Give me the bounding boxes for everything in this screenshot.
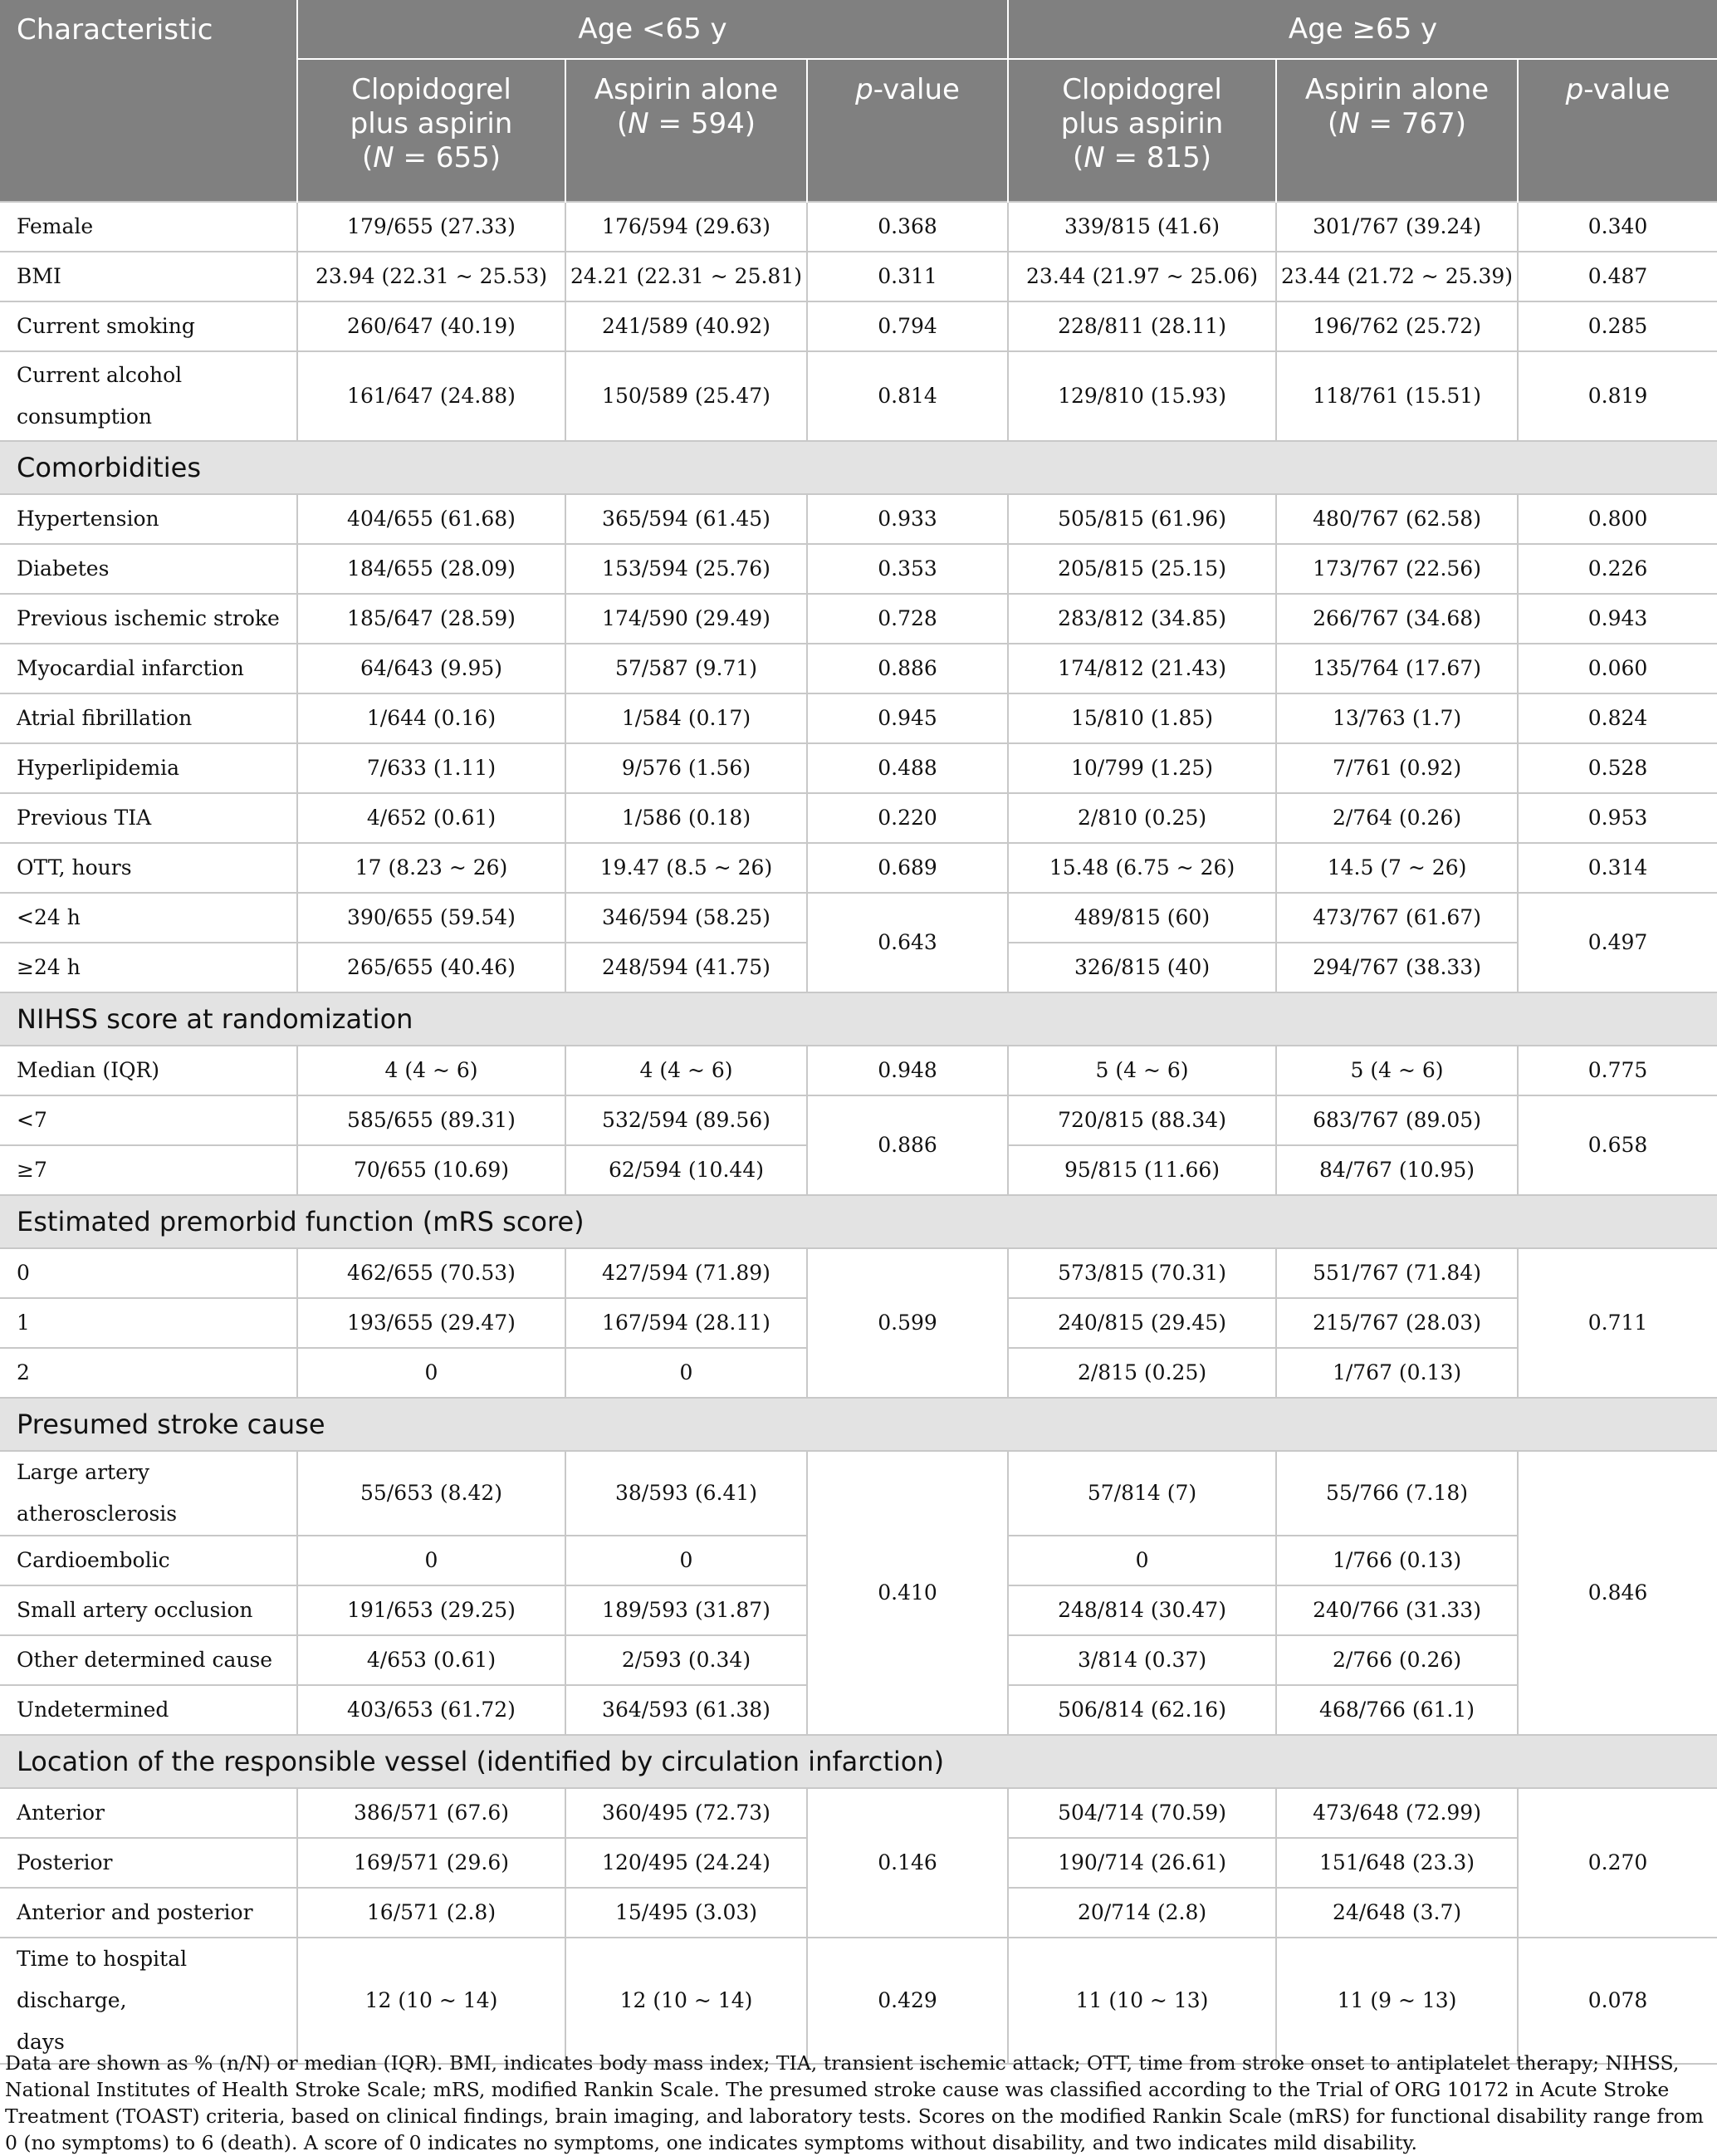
table-body: [0, 202, 1717, 2064]
row-label: Previous ischemic stroke: [0, 594, 297, 644]
table-cell: 0.340: [1518, 202, 1717, 252]
group-header-under-65: Age <65 y: [297, 0, 1008, 59]
table-cell: 0.487: [1518, 252, 1717, 301]
table-row-nihss-median: [0, 1046, 1717, 1095]
table-cell: 0.368: [807, 202, 1008, 252]
table-cell: 0.819: [1518, 351, 1717, 441]
row-label: Atrial fibrillation: [0, 693, 297, 743]
table-cell-pvalue: 0.846: [1518, 1451, 1717, 1735]
table-cell: 20/714 (2.8): [1008, 1888, 1276, 1938]
table-row-current-alcohol: [0, 351, 1717, 441]
row-label: <24 h: [0, 893, 297, 943]
table-cell: 64/643 (9.95): [297, 644, 565, 693]
table-cell: 161/647 (24.88): [297, 351, 565, 441]
table-cell: 191/653 (29.25): [297, 1585, 565, 1635]
table-cell: 585/655 (89.31): [297, 1095, 565, 1145]
table-cell: 504/714 (70.59): [1008, 1788, 1276, 1838]
table-cell: 326/815 (40): [1008, 943, 1276, 992]
table-cell: 4 (4 ~ 6): [565, 1046, 807, 1095]
table-cell: 0: [565, 1536, 807, 1585]
table-cell: 2/815 (0.25): [1008, 1348, 1276, 1398]
row-label: 2: [0, 1348, 297, 1398]
table-cell: 427/594 (71.89): [565, 1248, 807, 1298]
table-cell: 468/766 (61.1): [1276, 1685, 1518, 1735]
table-row-current-smoking: [0, 301, 1717, 351]
table-cell: 11 (10 ~ 13): [1008, 1938, 1276, 2064]
table-cell-pvalue: 0.886: [807, 1095, 1008, 1195]
table-row-female: [0, 202, 1717, 252]
table-row-hypertension: [0, 494, 1717, 544]
table-cell: 365/594 (61.45): [565, 494, 807, 544]
table-row-previous-tia: [0, 793, 1717, 843]
table-row-time-to-discharge: [0, 1938, 1717, 2064]
table-cell: 184/655 (28.09): [297, 544, 565, 594]
table-cell: 346/594 (58.25): [565, 893, 807, 943]
table-cell: 683/767 (89.05): [1276, 1095, 1518, 1145]
row-label: 0: [0, 1248, 297, 1298]
table-cell: 573/815 (70.31): [1008, 1248, 1276, 1298]
section-title: Estimated premorbid function (mRS score): [0, 1195, 1717, 1248]
table-cell: 0: [297, 1536, 565, 1585]
table-cell: 0.948: [807, 1046, 1008, 1095]
characteristic-header: Characteristic: [0, 0, 297, 202]
table-cell: 0.311: [807, 252, 1008, 301]
row-label: Current smoking: [0, 301, 297, 351]
table-cell: 1/586 (0.18): [565, 793, 807, 843]
table-cell: 505/815 (61.96): [1008, 494, 1276, 544]
row-label: ≥7: [0, 1145, 297, 1195]
table-cell-pvalue: 0.497: [1518, 893, 1717, 992]
row-label: Anterior and posterior: [0, 1888, 297, 1938]
table-row-previous-ischemic-stroke: [0, 594, 1717, 644]
table-cell: 10/799 (1.25): [1008, 743, 1276, 793]
table-cell-pvalue: 0.410: [807, 1451, 1008, 1735]
table-cell: 0.814: [807, 351, 1008, 441]
table-cell: 0.794: [807, 301, 1008, 351]
table-cell: 15/495 (3.03): [565, 1888, 807, 1938]
table-cell: 95/815 (11.66): [1008, 1145, 1276, 1195]
table-cell: 0: [1008, 1536, 1276, 1585]
group-header-65-plus: Age ≥65 y: [1008, 0, 1717, 59]
table-row-nihss-under-7: [0, 1095, 1717, 1145]
table-cell: 129/810 (15.93): [1008, 351, 1276, 441]
table-cell: 23.94 (22.31 ~ 25.53): [297, 252, 565, 301]
section-row-stroke-cause: [0, 1398, 1717, 1451]
table-cell: 196/762 (25.72): [1276, 301, 1518, 351]
table-cell: 24/648 (3.7): [1276, 1888, 1518, 1938]
section-title: NIHSS score at randomization: [0, 992, 1717, 1046]
table-cell: 0.824: [1518, 693, 1717, 743]
table-cell: 360/495 (72.73): [565, 1788, 807, 1838]
row-label: Large artery atherosclerosis: [0, 1451, 297, 1536]
table-cell: 15.48 (6.75 ~ 26): [1008, 843, 1276, 893]
table-cell: 473/648 (72.99): [1276, 1788, 1518, 1838]
table-row-mrs-0: [0, 1248, 1717, 1298]
table-cell: 0.945: [807, 693, 1008, 743]
table-cell: 16/571 (2.8): [297, 1888, 565, 1938]
table-cell: 390/655 (59.54): [297, 893, 565, 943]
table-cell: 283/812 (34.85): [1008, 594, 1276, 644]
table-cell-pvalue: 0.146: [807, 1788, 1008, 1938]
table-cell: 0.060: [1518, 644, 1717, 693]
table-cell: 1/584 (0.17): [565, 693, 807, 743]
table-row-bmi: [0, 252, 1717, 301]
col-header-aspirin-under-65: Aspirin alone (N = 594): [565, 59, 807, 202]
section-row-premorbid-mrs: [0, 1195, 1717, 1248]
row-label: <7: [0, 1095, 297, 1145]
table-cell: 0.728: [807, 594, 1008, 644]
table-cell: 3/814 (0.37): [1008, 1635, 1276, 1685]
table-cell: 7/633 (1.11): [297, 743, 565, 793]
row-label: ≥24 h: [0, 943, 297, 992]
table-cell: 185/647 (28.59): [297, 594, 565, 644]
section-row-comorbidities: [0, 441, 1717, 494]
table-cell: 1/766 (0.13): [1276, 1536, 1518, 1585]
table-cell: 167/594 (28.11): [565, 1298, 807, 1348]
table-cell: 266/767 (34.68): [1276, 594, 1518, 644]
table-cell: 506/814 (62.16): [1008, 1685, 1276, 1735]
table-row-diabetes: [0, 544, 1717, 594]
table-row-ott-hours: [0, 843, 1717, 893]
table-cell: 176/594 (29.63): [565, 202, 807, 252]
table-cell: 17 (8.23 ~ 26): [297, 843, 565, 893]
table-cell: 55/653 (8.42): [297, 1451, 565, 1536]
table-cell: 403/653 (61.72): [297, 1685, 565, 1735]
table-cell: 118/761 (15.51): [1276, 351, 1518, 441]
table-cell: 0.220: [807, 793, 1008, 843]
col-header-clopidogrel-under-65: Clopidogrel plus aspirin (N = 655): [297, 59, 565, 202]
row-label: Hypertension: [0, 494, 297, 544]
table-row-large-artery: [0, 1451, 1717, 1536]
row-label: Hyperlipidemia: [0, 743, 297, 793]
table-cell: 174/590 (29.49): [565, 594, 807, 644]
section-title: Presumed stroke cause: [0, 1398, 1717, 1451]
table-cell: 265/655 (40.46): [297, 943, 565, 992]
table-cell: 339/815 (41.6): [1008, 202, 1276, 252]
table-cell: 489/815 (60): [1008, 893, 1276, 943]
table-cell: 11 (9 ~ 13): [1276, 1938, 1518, 2064]
table-cell: 0.800: [1518, 494, 1717, 544]
table-cell: 12 (10 ~ 14): [297, 1938, 565, 2064]
table-cell: 0.353: [807, 544, 1008, 594]
table-cell: 241/589 (40.92): [565, 301, 807, 351]
row-label: Posterior: [0, 1838, 297, 1888]
section-row-responsible-vessel: [0, 1735, 1717, 1788]
table-cell: 57/814 (7): [1008, 1451, 1276, 1536]
table-cell: 248/814 (30.47): [1008, 1585, 1276, 1635]
table-cell: 169/571 (29.6): [297, 1838, 565, 1888]
table-cell: 0.078: [1518, 1938, 1717, 2064]
table-cell: 720/815 (88.34): [1008, 1095, 1276, 1145]
row-label: Median (IQR): [0, 1046, 297, 1095]
table-cell: 364/593 (61.38): [565, 1685, 807, 1735]
table-cell: 2/593 (0.34): [565, 1635, 807, 1685]
row-label: Undetermined: [0, 1685, 297, 1735]
table-header: [0, 0, 1717, 202]
table-row-anterior: [0, 1788, 1717, 1838]
row-label: Time to hospital discharge, days: [0, 1938, 297, 2064]
table-cell: 0.226: [1518, 544, 1717, 594]
table-cell: 473/767 (61.67): [1276, 893, 1518, 943]
table-cell: 240/815 (29.45): [1008, 1298, 1276, 1348]
table-cell: 2/764 (0.26): [1276, 793, 1518, 843]
table-cell: 0.528: [1518, 743, 1717, 793]
row-label: Diabetes: [0, 544, 297, 594]
table-cell: 0.953: [1518, 793, 1717, 843]
row-label: Current alcohol consumption: [0, 351, 297, 441]
table-cell: 0: [297, 1348, 565, 1398]
table-cell: 19.47 (8.5 ~ 26): [565, 843, 807, 893]
table-cell: 14.5 (7 ~ 26): [1276, 843, 1518, 893]
table-cell: 15/810 (1.85): [1008, 693, 1276, 743]
table-cell: 0.285: [1518, 301, 1717, 351]
table-row-atrial-fibrillation: [0, 693, 1717, 743]
table-cell: 9/576 (1.56): [565, 743, 807, 793]
table-cell: 120/495 (24.24): [565, 1838, 807, 1888]
table-cell: 24.21 (22.31 ~ 25.81): [565, 252, 807, 301]
table-cell: 189/593 (31.87): [565, 1585, 807, 1635]
table-cell: 240/766 (31.33): [1276, 1585, 1518, 1635]
row-label: Small artery occlusion: [0, 1585, 297, 1635]
section-title: Location of the responsible vessel (identified by circulation infarction): [0, 1735, 1717, 1788]
table-cell: 215/767 (28.03): [1276, 1298, 1518, 1348]
table-row-ott-under-24h: [0, 893, 1717, 943]
row-label: Other determined cause: [0, 1635, 297, 1685]
table-cell: 1/767 (0.13): [1276, 1348, 1518, 1398]
row-label: Previous TIA: [0, 793, 297, 843]
table-cell: 0.429: [807, 1938, 1008, 2064]
table-cell: 179/655 (27.33): [297, 202, 565, 252]
table-cell: 0.689: [807, 843, 1008, 893]
table-cell: 7/761 (0.92): [1276, 743, 1518, 793]
table-cell: 386/571 (67.6): [297, 1788, 565, 1838]
table-cell: 55/766 (7.18): [1276, 1451, 1518, 1536]
table-cell: 205/815 (25.15): [1008, 544, 1276, 594]
row-label: Anterior: [0, 1788, 297, 1838]
table-cell: 260/647 (40.19): [297, 301, 565, 351]
table-cell: 4 (4 ~ 6): [297, 1046, 565, 1095]
table-cell: 551/767 (71.84): [1276, 1248, 1518, 1298]
table-row-hyperlipidemia: [0, 743, 1717, 793]
table-cell: 70/655 (10.69): [297, 1145, 565, 1195]
table-cell: 0.886: [807, 644, 1008, 693]
table-cell: 0.943: [1518, 594, 1717, 644]
table-cell: 0.488: [807, 743, 1008, 793]
table-cell: 173/767 (22.56): [1276, 544, 1518, 594]
table-cell: 153/594 (25.76): [565, 544, 807, 594]
col-header-pvalue-65-plus: p-value: [1518, 59, 1717, 202]
row-label: Cardioembolic: [0, 1536, 297, 1585]
table-cell-pvalue: 0.658: [1518, 1095, 1717, 1195]
table-cell: 23.44 (21.72 ~ 25.39): [1276, 252, 1518, 301]
table-row-myocardial-infarction: [0, 644, 1717, 693]
table-cell: 38/593 (6.41): [565, 1451, 807, 1536]
table-cell: 150/589 (25.47): [565, 351, 807, 441]
table-cell: 5 (4 ~ 6): [1276, 1046, 1518, 1095]
row-label: OTT, hours: [0, 843, 297, 893]
table-cell: 228/811 (28.11): [1008, 301, 1276, 351]
table-cell: 0.314: [1518, 843, 1717, 893]
table-cell: 2/766 (0.26): [1276, 1635, 1518, 1685]
table-cell: 462/655 (70.53): [297, 1248, 565, 1298]
table-cell-pvalue: 0.599: [807, 1248, 1008, 1398]
table-cell: 57/587 (9.71): [565, 644, 807, 693]
row-label: 1: [0, 1298, 297, 1348]
row-label: Myocardial infarction: [0, 644, 297, 693]
table-cell: 23.44 (21.97 ~ 25.06): [1008, 252, 1276, 301]
table-cell: 174/812 (21.43): [1008, 644, 1276, 693]
table-cell: 248/594 (41.75): [565, 943, 807, 992]
section-title: Comorbidities: [0, 441, 1717, 494]
table-cell: 190/714 (26.61): [1008, 1838, 1276, 1888]
table-cell: 2/810 (0.25): [1008, 793, 1276, 843]
table-cell-pvalue: 0.711: [1518, 1248, 1717, 1398]
row-label: BMI: [0, 252, 297, 301]
table-cell: 62/594 (10.44): [565, 1145, 807, 1195]
table-cell: 0.933: [807, 494, 1008, 544]
table-cell: 1/644 (0.16): [297, 693, 565, 743]
col-header-aspirin-65-plus: Aspirin alone (N = 767): [1276, 59, 1518, 202]
table-cell: 532/594 (89.56): [565, 1095, 807, 1145]
col-header-pvalue-under-65: p-value: [807, 59, 1008, 202]
table-cell: 0: [565, 1348, 807, 1398]
table-cell: 4/653 (0.61): [297, 1635, 565, 1685]
table-cell: 294/767 (38.33): [1276, 943, 1518, 992]
section-row-nihss: [0, 992, 1717, 1046]
table-cell: 301/767 (39.24): [1276, 202, 1518, 252]
table-cell: 4/652 (0.61): [297, 793, 565, 843]
table-footnote: Data are shown as % (n/N) or median (IQR). BMI, indicates body mass index; TIA, transient ischemic attack; OTT, time from stroke onset to antiplatelet therapy; NIHSS, National Institutes of Health Stroke Scale; mRS, modified Rankin Scale. The presumed stroke cause was classified according to the Trial of ORG 10172 in Acute Stroke Treatment (TOAST) criteria, based on clinical findings, brain imaging, and laboratory tests. Scores on the modified Rankin Scale (mRS) for functional disability range from 0 (no symptoms) to 6 (death). A score of 0 indicates no symptoms, one indicates symptoms without disability, and two indicates mild disability.: [5, 2051, 1704, 2154]
table-cell: 193/655 (29.47): [297, 1298, 565, 1348]
table-cell: 135/764 (17.67): [1276, 644, 1518, 693]
table-cell: 151/648 (23.3): [1276, 1838, 1518, 1888]
table-cell: 0.775: [1518, 1046, 1717, 1095]
table-cell: 5 (4 ~ 6): [1008, 1046, 1276, 1095]
table-cell: 480/767 (62.58): [1276, 494, 1518, 544]
row-label: Female: [0, 202, 297, 252]
table-cell: 84/767 (10.95): [1276, 1145, 1518, 1195]
table-cell: 404/655 (61.68): [297, 494, 565, 544]
table-cell: 12 (10 ~ 14): [565, 1938, 807, 2064]
table-cell-pvalue: 0.643: [807, 893, 1008, 992]
table-cell-pvalue: 0.270: [1518, 1788, 1717, 1938]
col-header-clopidogrel-65-plus: Clopidogrel plus aspirin (N = 815): [1008, 59, 1276, 202]
table-cell: 13/763 (1.7): [1276, 693, 1518, 743]
